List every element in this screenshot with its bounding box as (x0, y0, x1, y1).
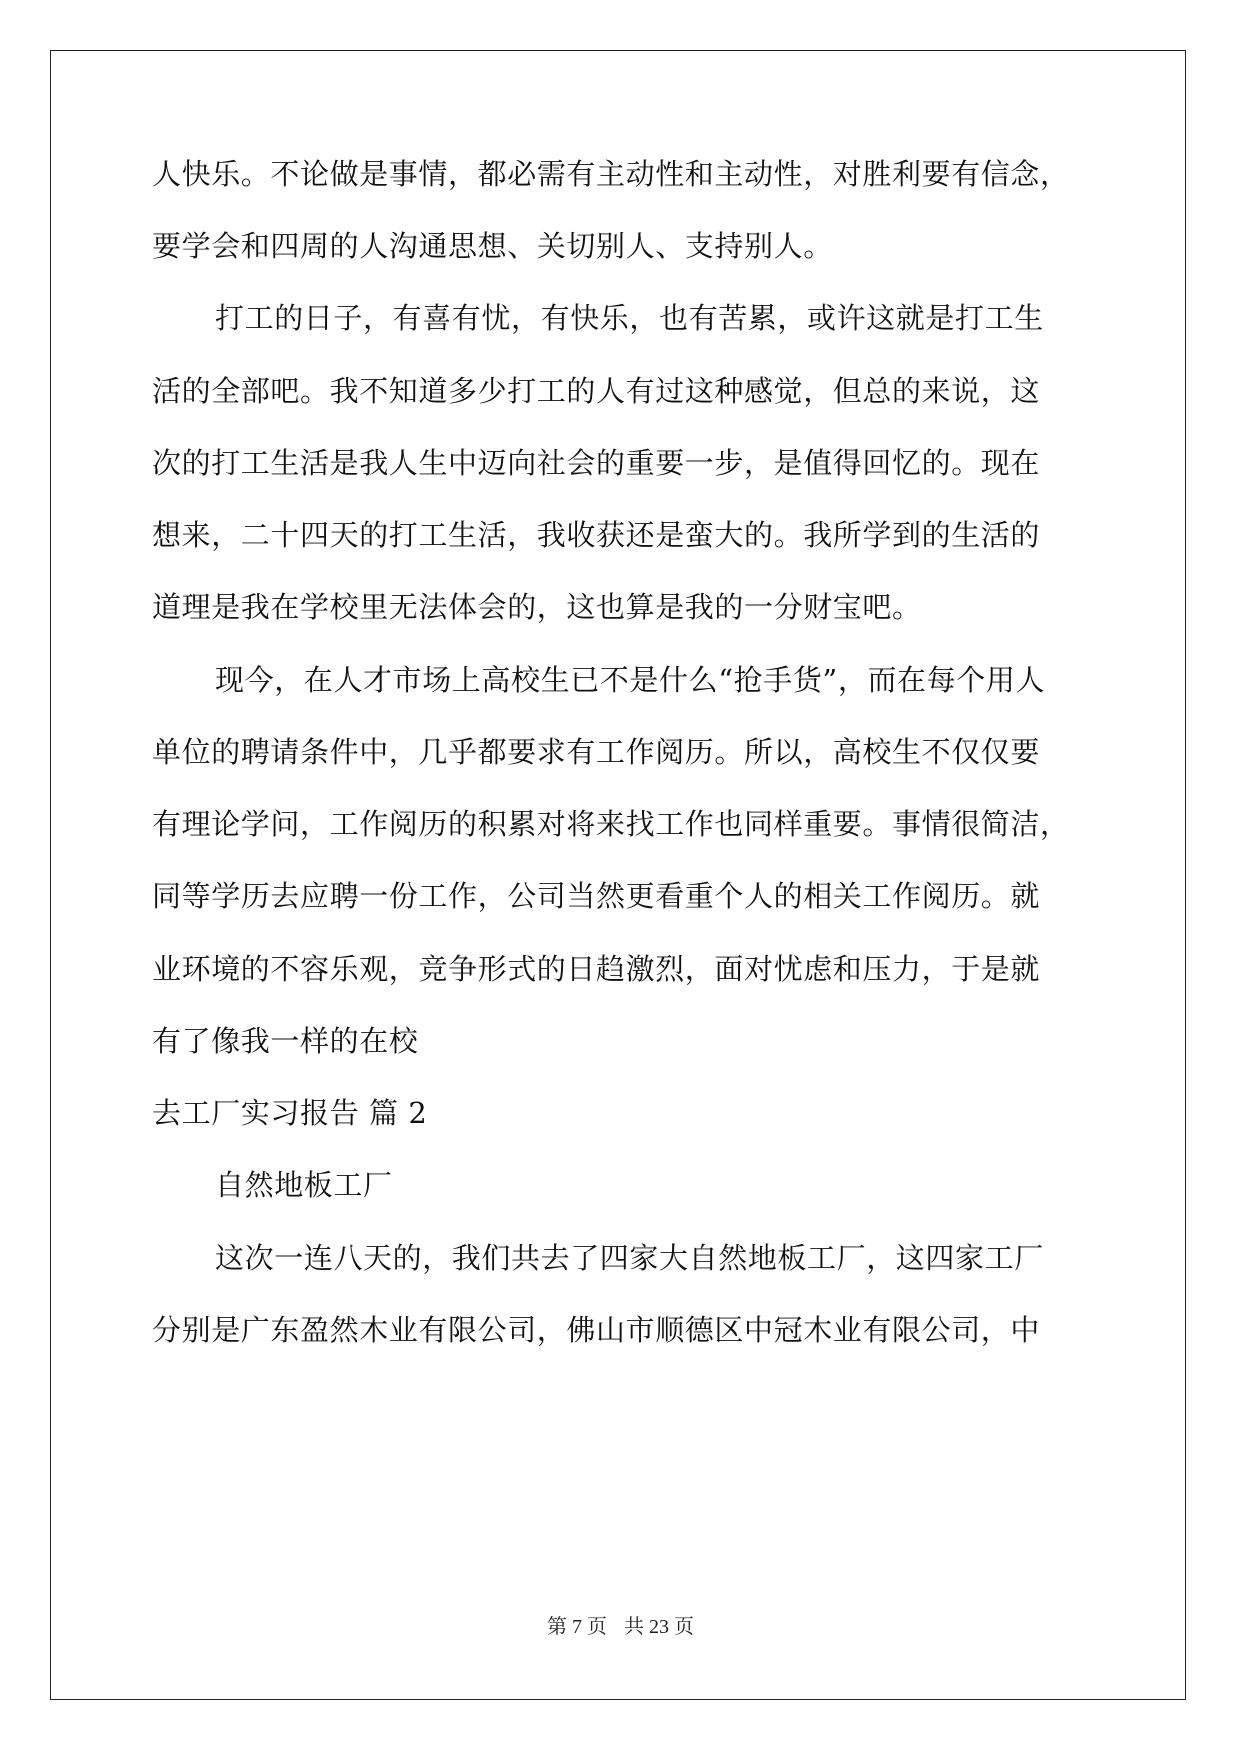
text-line: 道理是我在学校里无法体会的，这也算是我的一分财宝吧。 (152, 590, 922, 624)
text-line: 这次一连八天的，我们共去了四家大自然地板工厂，这四家工厂 (215, 1241, 1044, 1275)
text-line: 人快乐。不论做是事情，都必需有主动性和主动性，对胜利要有信念， (152, 157, 1070, 191)
text-line: 有理论学问，工作阅历的积累对将来找工作也同样重要。事情很简洁， (152, 807, 1070, 841)
text-line: 有了像我一样的在校 (152, 1024, 419, 1058)
text-line: 想来，二十四天的打工生活，我收获还是蛮大的。我所学到的生活的 (152, 518, 1041, 552)
text-line: 次的打工生活是我人生中迈向社会的重要一步，是值得回忆的。现在 (152, 446, 1041, 480)
text-line: 单位的聘请条件中，几乎都要求有工作阅历。所以，高校生不仅仅要 (152, 735, 1041, 769)
page-footer (0, 1610, 1241, 1639)
text-line: 要学会和四周的人沟通思想、关切别人、支持别人。 (152, 229, 833, 263)
text-line: 打工的日子，有喜有忧，有快乐，也有苦累，或许这就是打工生 (215, 301, 1044, 335)
section-heading: 去工厂实习报告 篇 2 (152, 1096, 428, 1130)
text-line: 现今，在人才市场上高校生已不是什么“抢手货”，而在每个用人 (215, 663, 1046, 697)
page-number: 第 7 页 (547, 1616, 607, 1638)
text-line: 业环境的不容乐观，竞争形式的日趋激烈，面对忧虑和压力，于是就 (152, 952, 1041, 986)
page-total: 共 23 页 (624, 1616, 694, 1638)
text-line: 活的全部吧。我不知道多少打工的人有过这种感觉，但总的来说，这 (152, 374, 1041, 408)
text-line: 同等学历去应聘一份工作，公司当然更看重个人的相关工作阅历。就 (152, 879, 1041, 913)
subheading: 自然地板工厂 (215, 1168, 393, 1202)
text-line: 分别是广东盈然木业有限公司，佛山市顺德区中冠木业有限公司，中 (152, 1313, 1041, 1347)
